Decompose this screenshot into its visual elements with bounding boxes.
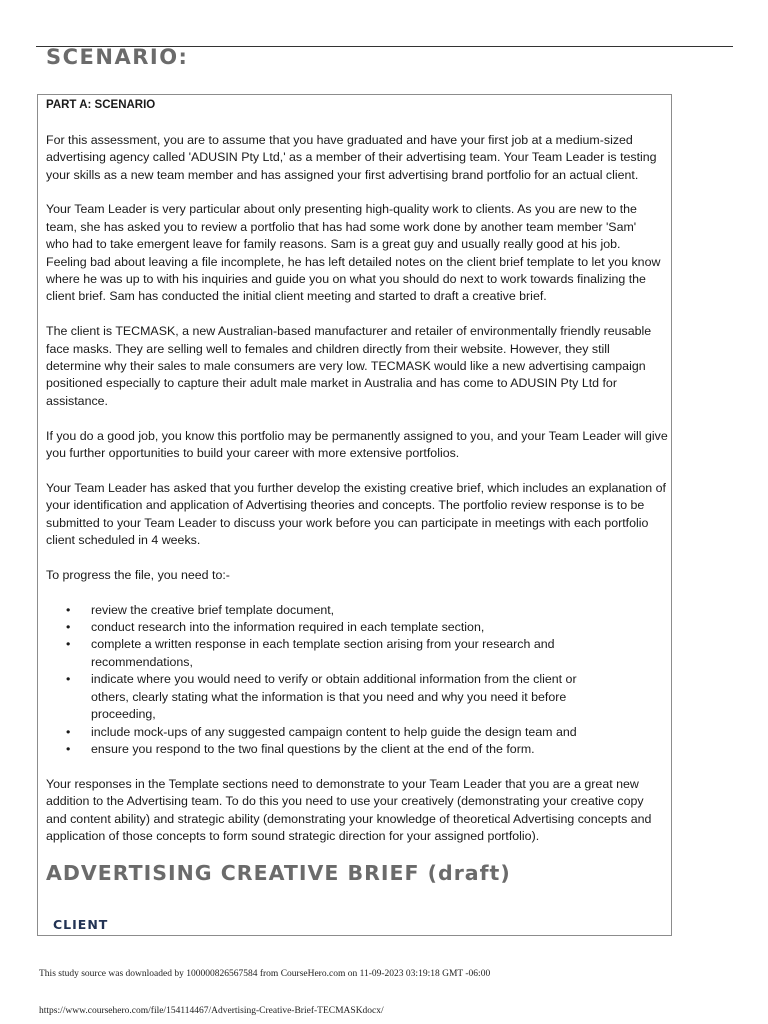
paragraph-progress-intro: To progress the file, you need to:- (46, 567, 230, 582)
bullet-icon: • (66, 724, 71, 739)
download-notice: This study source was downloaded by 100000826567584 from CourseHero.com on 11-09-2023 03:19:18 GMT -06:00 (39, 969, 491, 979)
scenario-box (37, 94, 672, 936)
client-label: CLIENT (53, 917, 109, 932)
paragraph-sam-notes: Feeling bad about leaving a file incomplete, he has left detailed notes on the client brief template to let you know where he was up to with his inquiries and guide you on what you should do next to work towards finalizing the client brief. Sam has conducted the initial client meeting and started to draft a creative brief. (46, 254, 661, 304)
scenario-heading: SCENARIO: (46, 45, 189, 69)
paragraph-client: The client is TECMASK, a new Australian-based manufacturer and retailer of environmentally friendly reusable face masks. They are selling well to females and children directly from their website. However, they still determine why their sales to male consumers are very low. TECMASK would like a new advertising campaign positioned especially to capture their adult male market in Australia and has come to ADUSIN Pty Ltd for assistance. (46, 324, 652, 408)
creative-brief-heading: ADVERTISING CREATIVE BRIEF (draft) (46, 861, 511, 885)
paragraph-intro: For this assessment, you are to assume that you have graduated and have your first job at a medium-sized advertising agency called 'ADUSIN Pty Ltd,' as a member of their advertising team. Your Team Leader is testing your skills as a new team member and has assigned your first advertising brand portfolio for an actual client. (46, 132, 657, 182)
scenario-content (46, 97, 668, 845)
bullet-icon: • (66, 741, 71, 756)
paragraph-team-leader: Your Team Leader is very particular about only presenting high-quality work to clients. As you are new to the team, she has asked you to review a portfolio that has had some work done by another team member 'Sam' who had to take emergent leave for family reasons. Sam is a great guy and usually really good at his job. (46, 202, 637, 252)
part-title: PART A: SCENARIO (46, 99, 156, 111)
task-list (46, 602, 668, 759)
list-item: • review the creative brief template document, (46, 602, 601, 619)
list-item: • conduct research into the information required in each template section, (46, 619, 601, 636)
list-item: • ensure you respond to the two final questions by the client at the end of the form. (46, 741, 651, 758)
list-item: • indicate where you would need to verify or obtain additional information from the client or others, clearly stating what the information is that you need and why you need it before proceeding, (66, 672, 577, 722)
paragraph-develop-brief: Your Team Leader has asked that you further develop the existing creative brief, which includes an explanation of your identification and application of Advertising theories and concepts. The portfolio review response is to be submitted to your Team Leader to discuss your work before you can participate in meetings with each portfolio client scheduled in 4 weeks. (46, 480, 666, 548)
bullet-icon: • (66, 602, 71, 617)
bullet-icon: • (66, 637, 71, 652)
paragraph-opportunity: If you do a good job, you know this portfolio may be permanently assigned to you, and your Team Leader will give you further opportunities to build your career with more extensive portfolios. (46, 428, 668, 461)
list-item: • include mock-ups of any suggested campaign content to help guide the design team and (46, 724, 651, 741)
bullet-icon: • (66, 672, 71, 687)
list-item: • complete a written response in each template section arising from your research and recommendations, (66, 637, 555, 669)
paragraph-responses: Your responses in the Template sections need to demonstrate to your Team Leader that you are a great new addition to the Advertising team. To do this you need to use your creatively (demonstrating your creative copy and content ability) and strategic ability (demonstrating your knowledge of theoretical Advertising concepts and application of those concepts to form sound strategic direction for your assigned portfolio). (46, 776, 652, 843)
source-url: https://www.coursehero.com/file/154114467/Advertising-Creative-Brief-TECMASKdocx/ (39, 1006, 384, 1016)
bullet-icon: • (66, 620, 71, 635)
